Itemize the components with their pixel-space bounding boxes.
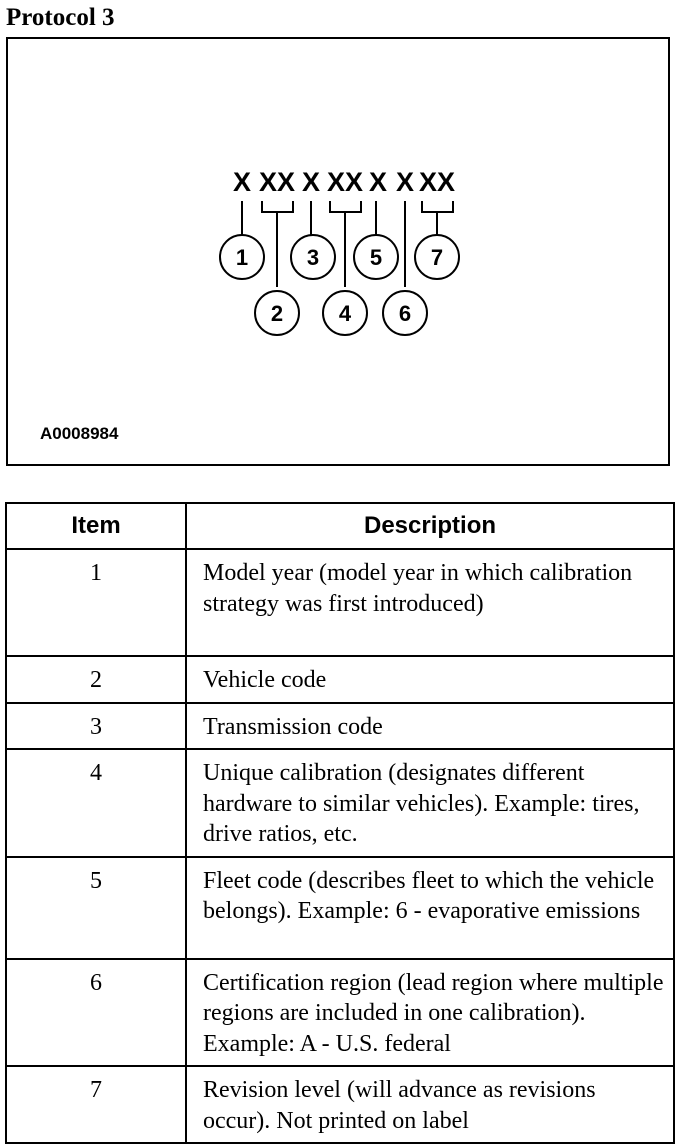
item-description: Certification region (lead region where multiple regions are included in one calibration). Example: A - U.S. federal (186, 959, 674, 1067)
table-row (6, 549, 674, 656)
description-table (5, 502, 675, 1144)
item-description: Vehicle code (186, 656, 674, 703)
item-description: Revision level (will advance as revisions occur). Not printed on label (186, 1066, 674, 1143)
item-number: 7 (6, 1066, 186, 1143)
item-description: Unique calibration (designates different hardware to similar vehicles). Example: tires, drive ratios, etc. (186, 749, 674, 857)
item-number: 1 (6, 549, 186, 656)
callout-number-6: 6 (398, 301, 412, 326)
item-description: Transmission code (186, 703, 674, 750)
code-segment-3: X (301, 167, 321, 197)
description-table-wrap (5, 502, 673, 1144)
item-number: 2 (6, 656, 186, 703)
code-segment-1: X (232, 167, 252, 197)
code-segment-5: X (368, 167, 388, 197)
protocol-diagram (6, 37, 670, 466)
callout-number-4: 4 (338, 301, 352, 326)
column-header-description: Description (186, 503, 674, 549)
item-number: 3 (6, 703, 186, 750)
code-segment-7: XX (418, 167, 456, 197)
figure-id: A0008984 (40, 424, 119, 443)
table-row (6, 749, 674, 857)
callout-number-1: 1 (235, 245, 249, 270)
protocol-diagram-svg (8, 39, 668, 464)
table-row (6, 857, 674, 959)
document-title: Protocol 3 (6, 4, 115, 31)
code-segment-4: XX (326, 167, 364, 197)
item-number: 5 (6, 857, 186, 959)
code-segment-6: X (395, 167, 415, 197)
callout-number-7: 7 (430, 245, 444, 270)
bracket-2 (262, 201, 293, 212)
callout-number-5: 5 (369, 245, 383, 270)
item-description: Fleet code (describes fleet to which the vehicle belongs). Example: 6 - evaporative emissions (186, 857, 674, 959)
callout-number-3: 3 (306, 245, 320, 270)
table-row (6, 703, 674, 750)
column-header-item: Item (6, 503, 186, 549)
bracket-4 (330, 201, 361, 212)
item-description: Model year (model year in which calibration strategy was first introduced) (186, 549, 674, 656)
table-header-row (6, 503, 674, 549)
table-row (6, 1066, 674, 1143)
bracket-7 (422, 201, 453, 212)
table-row (6, 959, 674, 1067)
table-row (6, 656, 674, 703)
item-number: 6 (6, 959, 186, 1067)
item-number: 4 (6, 749, 186, 857)
code-segment-2: XX (258, 167, 296, 197)
callout-number-2: 2 (270, 301, 284, 326)
